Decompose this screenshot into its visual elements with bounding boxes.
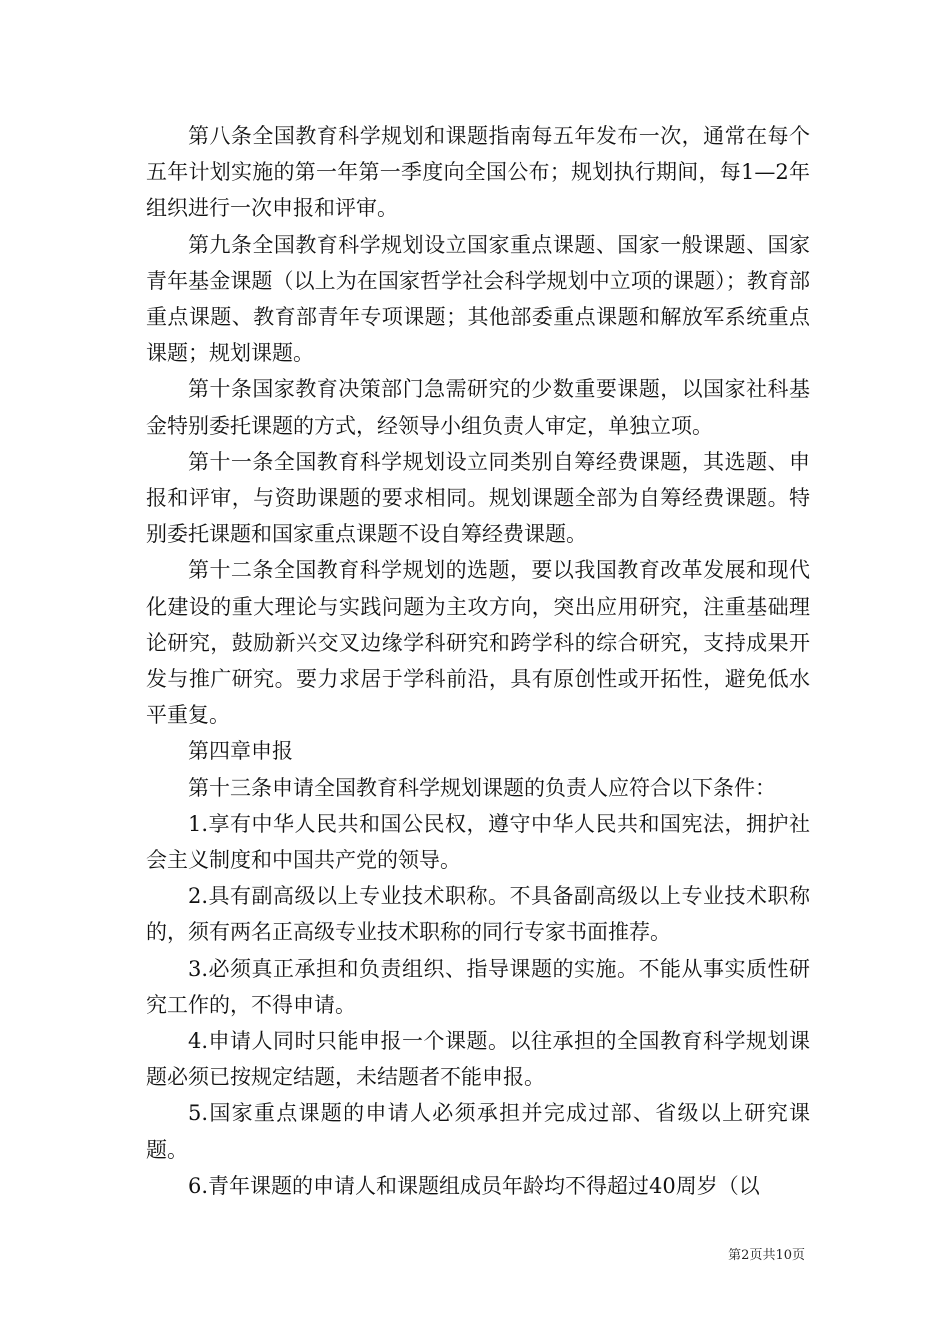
paragraph-article-11: 第十一条全国教育科学规划设立同类别自筹经费课题，其选题、申报和评审，与资助课题的要求相同。规划课题全部为自筹经费课题。特别委托课题和国家重点课题不设自筹经费课题。 — [146, 449, 810, 547]
list-item-condition-1: 1.享有中华人民共和国公民权，遵守中华人民共和国宪法，拥护社会主义制度和中国共产党的领导。 — [146, 811, 810, 873]
paragraph-article-8: 第八条全国教育科学规划和课题指南每五年发布一次，通常在每个五年计划实施的第一年第一季度向全国公布；规划执行期间，每1—2年组织进行一次申报和评审。 — [146, 124, 810, 221]
list-item-condition-6: 6.青年课题的申请人和课题组成员年龄均不得超过40周岁（以 — [188, 1173, 760, 1198]
list-item-condition-4: 4.申请人同时只能申报一个课题。以往承担的全国教育科学规划课题必须已按规定结题，未结题者不能申报。 — [146, 1029, 810, 1090]
paragraph-article-9: 第九条全国教育科学规划设立国家重点课题、国家一般课题、国家青年基金课题（以上为在国家哲学社会科学规划中立项的课题）；教育部重点课题、教育部青年专项课题；其他部委重点课题和解放军系统重点课题；规划课题。 — [146, 232, 810, 366]
list-item-condition-3: 3.必须真正承担和负责组织、指导课题的实施。不能从事实质性研究工作的，不得申请。 — [146, 956, 810, 1017]
list-item-condition-5: 5.国家重点课题的申请人必须承担并完成过部、省级以上研究课题。 — [146, 1101, 810, 1162]
paragraph-article-12: 第十二条全国教育科学规划的选题，要以我国教育改革发展和现代化建设的重大理论与实践问题为主攻方向，突出应用研究，注重基础理论研究，鼓励新兴交叉边缘学科研究和跨学科的综合研究，支持成果开发与推广研究。要力求居于学科前沿，具有原创性或开拓性，避免低水平重复。 — [146, 558, 810, 728]
page-number: 第2页共10页 — [728, 1248, 805, 1263]
chapter-heading: 第四章申报 — [188, 739, 293, 764]
paragraph-article-13: 第十三条申请全国教育科学规划课题的负责人应符合以下条件： — [188, 775, 776, 800]
paragraph-article-10: 第十条国家教育决策部门急需研究的少数重要课题，以国家社科基金特别委托课题的方式，经领导小组负责人审定，单独立项。 — [146, 377, 810, 438]
list-item-condition-2: 2.具有副高级以上专业技术职称。不具备副高级以上专业技术职称的，须有两名正高级专业技术职称的同行专家书面推荐。 — [146, 884, 810, 945]
document-body — [146, 118, 810, 1204]
